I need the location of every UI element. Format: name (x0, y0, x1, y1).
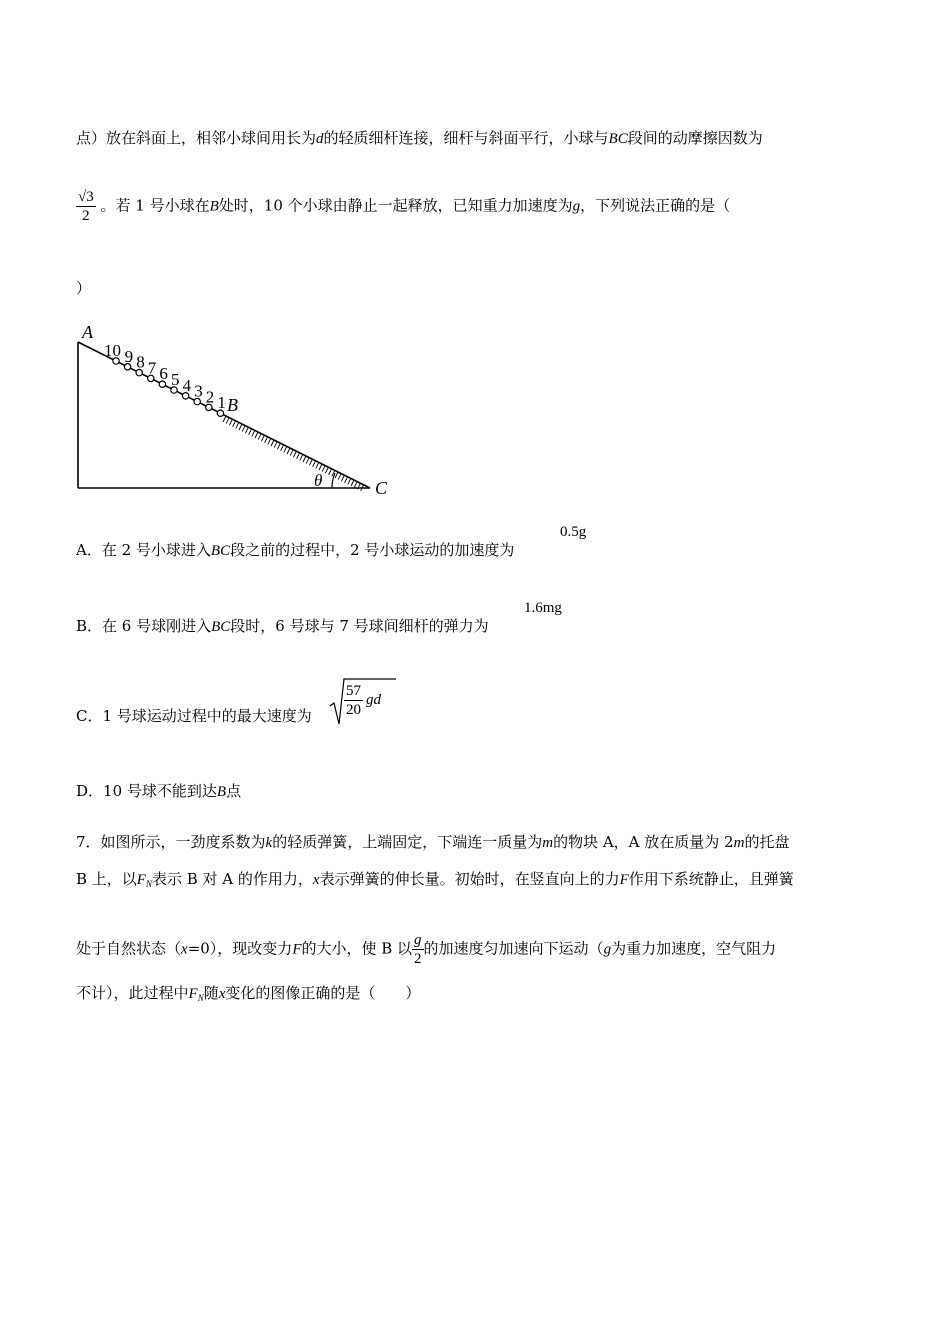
option-b-text: B．在 6 号球刚进入 (76, 617, 212, 635)
option-b[interactable] (76, 616, 489, 637)
hatch-mark (341, 475, 344, 481)
q7-line-3 (76, 931, 776, 968)
hatch-mark (300, 454, 303, 460)
hatch-mark (354, 482, 357, 488)
hatch-mark (226, 418, 229, 424)
hatch-mark (325, 467, 328, 473)
intro-line-3: ） (76, 279, 92, 297)
var-m: m (542, 835, 554, 851)
option-a-text: A．在 2 号小球进入 (76, 541, 211, 559)
option-a-value: 0.5g (560, 524, 587, 540)
hatch-mark (261, 435, 264, 441)
q7-line-2 (76, 869, 794, 891)
ball-label-8: 8 (136, 352, 145, 372)
hatch-mark (236, 422, 239, 428)
option-c-text: C．1 号球运动过程中的最大速度为 (76, 707, 312, 725)
q7-text: 的大小，使 B 以 (301, 939, 413, 958)
ball-label-4: 4 (182, 375, 192, 395)
q7-text: 的托盘 (744, 833, 790, 851)
rough-surface-hatching (223, 416, 364, 491)
var-x: x (181, 941, 188, 958)
hatch-mark (329, 469, 332, 475)
option-d-text: D．10 号球不能到达 (76, 782, 217, 800)
q7-text: 作用下系统静止，且弹簧 (628, 870, 794, 888)
option-c-fraction (344, 682, 363, 719)
hatch-mark (287, 448, 290, 454)
q7-line-4 (76, 983, 420, 1005)
intro-text: 段间的动摩擦因数为 (627, 129, 763, 147)
hatch-mark (239, 424, 242, 430)
var-f: F (188, 986, 198, 1002)
label-c: C (375, 478, 388, 498)
ball-label-1: 1 (217, 393, 226, 413)
var-x: x (312, 872, 320, 888)
hatch-mark (271, 440, 274, 446)
var-b: B (216, 784, 227, 800)
hatch-mark (306, 458, 309, 464)
var-x: x (218, 986, 226, 1002)
q7-text: 的加速度匀加速向下运动（ (423, 939, 604, 958)
hatch-mark (268, 438, 271, 444)
var-f: F (136, 872, 146, 888)
ball-label-3: 3 (194, 381, 203, 401)
hatch-mark (290, 450, 293, 456)
intro-text: 点）放在斜面上，相邻小球间用长为 (76, 129, 317, 147)
option-d[interactable] (76, 781, 241, 802)
option-c-numerator: 57 (346, 683, 361, 699)
intro-text: 。若 1 号小球在 (100, 196, 210, 215)
q7-text: 7．如图所示，一劲度系数为 (76, 833, 266, 851)
q7-text: 处于自然状态（ (76, 939, 182, 958)
label-b: B (227, 395, 238, 415)
q7-text: 变化的图像正确的是（ ） (225, 984, 421, 1002)
hatch-mark (348, 478, 351, 484)
intro-text: ，下列说法正确的是（ (580, 196, 731, 215)
var-g: g (603, 941, 612, 958)
subscript-n: N (145, 879, 152, 889)
intro-line-2 (76, 188, 730, 225)
fraction-denominator: 2 (414, 951, 422, 967)
label-theta: θ (314, 471, 323, 490)
hatch-mark (233, 421, 236, 427)
q7-text: 表示 B 对 A 的作用力， (151, 870, 313, 888)
fraction-numerator: g (414, 932, 422, 948)
var-k: k (265, 835, 273, 851)
ball-label-10: 10 (104, 341, 121, 360)
intro-text: 的轻质细杆连接，细杆与斜面平行，小球与 (323, 129, 609, 147)
hatch-mark (284, 446, 287, 452)
option-a[interactable] (76, 540, 514, 561)
var-bc: BC (608, 131, 628, 147)
q7-text: 随 (203, 984, 219, 1002)
var-bc: BC (211, 619, 231, 635)
hatch-mark (316, 462, 319, 468)
option-c[interactable] (76, 706, 312, 726)
var-f: F (292, 941, 302, 958)
hatch-mark (229, 419, 232, 425)
hatch-mark (319, 464, 322, 470)
q7-text: 的轻质弹簧，上端固定，下端连一质量为 (272, 833, 543, 851)
var-bc: BC (210, 543, 231, 559)
q7-line-1 (76, 832, 789, 853)
sqrt-sign (328, 676, 398, 728)
mu-denominator: 2 (82, 208, 90, 224)
q7-text: 为重力加速度，空气阻力 (611, 939, 777, 958)
hatch-mark (297, 453, 300, 459)
var-b: B (209, 198, 219, 215)
option-b-value: 1.6mg (524, 600, 562, 616)
var-d: d (316, 131, 324, 147)
intro-text: 处时，10 个小球由静止一起释放，已知重力加速度为 (218, 196, 573, 215)
g-over-2-fraction (412, 931, 424, 968)
var-f: F (619, 872, 629, 888)
hatch-mark (303, 456, 306, 462)
hatch-mark (313, 461, 316, 467)
var-g: g (572, 198, 581, 215)
hatch-mark (322, 466, 325, 472)
ball-label-6: 6 (159, 364, 168, 384)
option-a-text: 段之前的过程中，2 号小球运动的加速度为 (230, 541, 515, 559)
hatch-mark (223, 416, 226, 422)
hatch-mark (345, 477, 348, 483)
intro-line-1 (76, 128, 763, 149)
incline-slope-edge (78, 342, 370, 488)
option-c-sqrt (328, 676, 398, 728)
q7-text: B 上，以 (76, 870, 137, 888)
hatch-mark (351, 480, 354, 486)
hatch-mark (242, 426, 245, 432)
hatch-mark (335, 472, 338, 478)
hatch-mark (309, 459, 312, 465)
hatch-mark (274, 442, 277, 448)
subscript-n: N (197, 993, 204, 1003)
option-b-text: 段时，6 号球与 7 号球间细杆的弹力为 (230, 617, 489, 635)
hatch-mark (293, 451, 296, 457)
hatch-mark (258, 434, 261, 440)
hatch-mark (255, 432, 258, 438)
incline-figure (70, 318, 400, 503)
ball-label-9: 9 (124, 346, 134, 366)
q7-text: 表示弹簧的伸长量。初始时，在竖直向上的力 (319, 870, 620, 888)
q7-text: 的物块 A，A 放在质量为 2 (553, 833, 734, 851)
mu-fraction (76, 188, 96, 225)
hatch-mark (277, 443, 280, 449)
hatch-mark (249, 429, 252, 435)
option-c-denominator: 20 (346, 702, 361, 718)
option-c-tail: gd (366, 692, 381, 708)
q7-text: =0），现改变力 (187, 939, 293, 958)
var-m: m (733, 835, 745, 851)
hatch-mark (252, 430, 255, 436)
ball-label-5: 5 (171, 370, 180, 389)
ball-labels-group (104, 341, 226, 412)
hatch-mark (265, 437, 268, 443)
ball-label-2: 2 (205, 387, 215, 407)
mu-numerator: √3 (78, 189, 94, 205)
hatch-mark (245, 427, 248, 433)
ball-label-7: 7 (147, 358, 157, 378)
hatch-mark (281, 445, 284, 451)
q7-text: 不计），此过程中 (76, 984, 189, 1002)
option-d-text: 点 (226, 782, 242, 800)
label-a: A (82, 322, 93, 342)
hatch-mark (338, 474, 341, 480)
